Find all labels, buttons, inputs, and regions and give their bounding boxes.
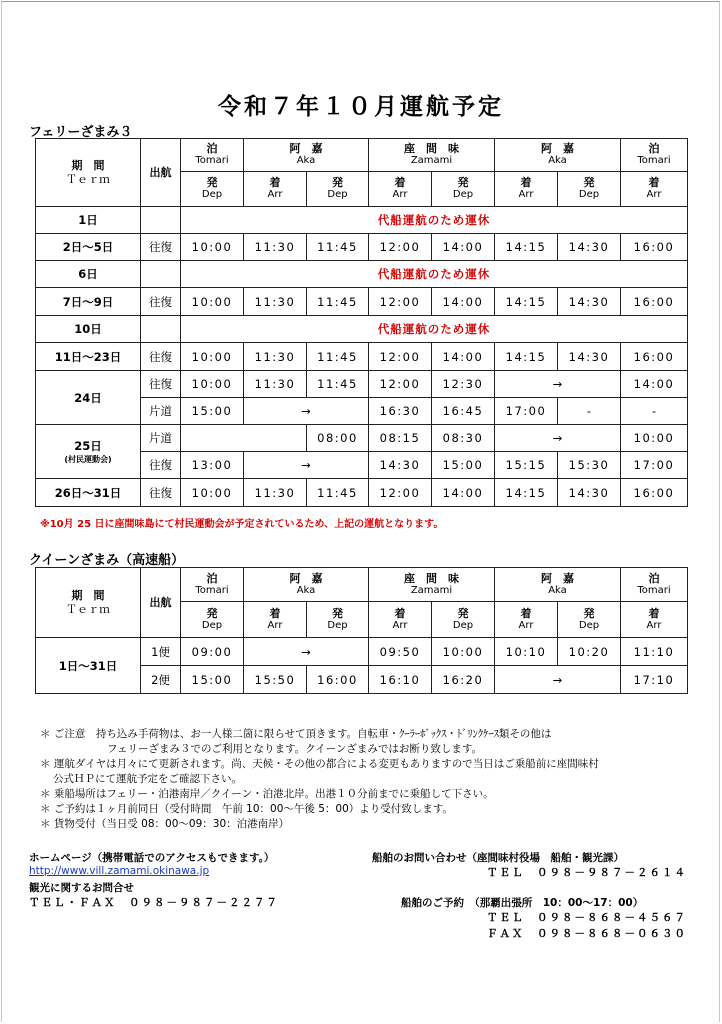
arrow-cell: → bbox=[495, 425, 621, 452]
arr-header: 着 Arr bbox=[369, 602, 432, 638]
time-cell: 17:00 bbox=[621, 452, 688, 479]
time-cell: 11:30 bbox=[244, 479, 307, 507]
arr-header: 着 Arr bbox=[495, 172, 558, 207]
tourism-label: 観光に関するお問合せ bbox=[29, 882, 134, 894]
suspend-notice: 代船運航のため運休 bbox=[181, 316, 688, 343]
dep-header: 発 Dep bbox=[558, 602, 621, 638]
time-cell: 11:45 bbox=[307, 371, 369, 398]
dep-header: 発 Dep bbox=[432, 172, 495, 207]
ship-inquiry-label: 船舶のお問い合わせ（座間味村役場 船舶・観光課） bbox=[372, 852, 624, 864]
shukko-cell: 片道 bbox=[141, 425, 181, 452]
empty-cell bbox=[181, 425, 307, 452]
dep-header: 発 Dep bbox=[432, 602, 495, 638]
table-row bbox=[36, 207, 688, 234]
aka-header-return: 阿 嘉 Aka bbox=[495, 139, 621, 172]
suspend-notice: 代船運航のため運休 bbox=[181, 207, 688, 234]
table-row bbox=[36, 288, 688, 316]
time-cell: 16:00 bbox=[307, 666, 369, 694]
time-cell: 09:00 bbox=[181, 638, 244, 666]
arr-header: 着 Arr bbox=[244, 602, 307, 638]
time-cell: 12:00 bbox=[369, 288, 432, 316]
note-item: ＊ 運航ダイヤは月々にて更新されます。尚、天候・その他の都合による変更もありますので当日はご乗船前に座間味村 bbox=[40, 758, 599, 770]
arrow-cell: → bbox=[495, 666, 621, 694]
arr-header: 着 Arr bbox=[621, 172, 688, 207]
time-cell: 11:45 bbox=[307, 234, 369, 261]
time-cell: 08:00 bbox=[307, 425, 369, 452]
time-cell: 14:15 bbox=[495, 288, 558, 316]
time-cell: 15:00 bbox=[181, 398, 244, 425]
shukko-cell bbox=[141, 261, 181, 288]
time-cell: 11:30 bbox=[244, 371, 307, 398]
zamami-header: 座 間 味 Zamami bbox=[369, 568, 495, 602]
ferry-note: ※10月 25 日に座間味島にて村民運動会が予定されているため、上記の運航となります。 bbox=[40, 519, 444, 530]
term-cell: 11日～23日 bbox=[36, 343, 141, 371]
time-cell: 11:30 bbox=[244, 234, 307, 261]
tourism-tel: ＴＥＬ・ＦＡＸ ０９８－９８７－２２７７ bbox=[29, 897, 279, 909]
term-cell: 26日～31日 bbox=[36, 479, 141, 507]
table-row bbox=[36, 638, 688, 666]
time-cell: 11:45 bbox=[307, 288, 369, 316]
homepage-link[interactable]: http://www.vill.zamami.okinawa.jp bbox=[29, 865, 210, 877]
time-cell: 12:00 bbox=[369, 234, 432, 261]
term-header: 期 間 Ｔｅｒｍ bbox=[36, 139, 141, 207]
time-cell: 08:15 bbox=[369, 425, 432, 452]
term-cell: 7日～9日 bbox=[36, 288, 141, 316]
zamami-header: 座 間 味 Zamami bbox=[369, 139, 495, 172]
time-cell: 11:10 bbox=[621, 638, 688, 666]
table-row bbox=[36, 234, 688, 261]
shukko-cell: 往復 bbox=[141, 479, 181, 507]
term-cell: 6日 bbox=[36, 261, 141, 288]
time-cell: 15:15 bbox=[495, 452, 558, 479]
time-cell: 15:00 bbox=[432, 452, 495, 479]
arrow-cell: → bbox=[244, 398, 369, 425]
shukko-cell: 片道 bbox=[141, 398, 181, 425]
time-cell: 16:45 bbox=[432, 398, 495, 425]
term-cell: 10日 bbox=[36, 316, 141, 343]
table-row bbox=[36, 425, 688, 452]
time-cell: 14:30 bbox=[558, 234, 621, 261]
bin-cell: 1便 bbox=[141, 638, 181, 666]
note-item: ＊ 乗船場所はフェリー・泊港南岸／クイーン・泊港北岸。出港１０分前までに乗船して下さい。 bbox=[40, 788, 494, 800]
tomari-header-return: 泊 Tomari bbox=[621, 139, 688, 172]
time-cell: 15:00 bbox=[181, 666, 244, 694]
arr-header: 着 Arr bbox=[369, 172, 432, 207]
time-cell: 17:00 bbox=[495, 398, 558, 425]
time-cell: 10:00 bbox=[181, 343, 244, 371]
arrow-cell: → bbox=[244, 452, 369, 479]
reservation-tel: ＴＥＬ ０９８－８６８－４５６７ bbox=[487, 912, 687, 924]
time-cell: 14:30 bbox=[558, 343, 621, 371]
aka-header-return: 阿 嘉 Aka bbox=[495, 568, 621, 602]
time-cell: 16:10 bbox=[369, 666, 432, 694]
time-cell: 12:00 bbox=[369, 479, 432, 507]
note-item: フェリーざまみ３でのご利用となります。クイーンざまみではお断り致します。 bbox=[107, 743, 483, 755]
note-item: ＊ ご注意 持ち込み手荷物は、お一人様二箇に限らせて頂きます。自転車・ｸｰﾗｰﾎﾞｯｸｽ・ﾄﾞﾘﾝｸｹｰｽ類その他は bbox=[40, 728, 552, 740]
term-cell: 24日 bbox=[36, 371, 141, 425]
dash-cell: - bbox=[558, 398, 621, 425]
table-row bbox=[36, 371, 688, 398]
time-cell: 11:45 bbox=[307, 479, 369, 507]
arrow-cell: → bbox=[495, 371, 621, 398]
aka-header: 阿 嘉 Aka bbox=[244, 139, 369, 172]
time-cell: 14:30 bbox=[558, 479, 621, 507]
time-cell: 10:00 bbox=[181, 234, 244, 261]
time-cell: 12:00 bbox=[369, 343, 432, 371]
arrow-cell: → bbox=[244, 638, 369, 666]
time-cell: 14:00 bbox=[621, 371, 688, 398]
term-cell: 1日 bbox=[36, 207, 141, 234]
table-row bbox=[36, 316, 688, 343]
time-cell: 12:30 bbox=[432, 371, 495, 398]
shukko-header: 出航 bbox=[141, 139, 181, 207]
time-cell: 16:20 bbox=[432, 666, 495, 694]
note-item: 公式ＨＰにて運航予定をご確認下さい。 bbox=[53, 773, 242, 785]
term-cell: 1日～31日 bbox=[36, 638, 141, 694]
ferry-timetable bbox=[35, 138, 688, 507]
ferry-section-title: フェリーざまみ３ bbox=[29, 125, 133, 140]
dep-header: 発 Dep bbox=[181, 602, 244, 638]
page-title: 令和７年１０月運航予定 bbox=[218, 94, 504, 120]
time-cell: 14:15 bbox=[495, 234, 558, 261]
time-cell: 16:30 bbox=[369, 398, 432, 425]
time-cell: 10:00 bbox=[432, 638, 495, 666]
shukko-cell: 往復 bbox=[141, 288, 181, 316]
time-cell: 17:10 bbox=[621, 666, 688, 694]
reservation-fax: ＦＡＸ ０９８－８６８－０６３０ bbox=[487, 928, 687, 940]
time-cell: 10:20 bbox=[558, 638, 621, 666]
time-cell: 11:45 bbox=[307, 343, 369, 371]
time-cell: 14:15 bbox=[495, 343, 558, 371]
dep-header: 発 Dep bbox=[181, 172, 244, 207]
note-item: ＊ ご予約は１ヶ月前同日（受付時間 午前 10：00～午後 5：00）より受付致します。 bbox=[40, 803, 453, 815]
tomari-header-return: 泊 Tomari bbox=[621, 568, 688, 602]
shukko-cell: 往復 bbox=[141, 452, 181, 479]
time-cell: 15:30 bbox=[558, 452, 621, 479]
note-item: ＊ 貨物受付（当日受 08：00～09：30：泊港南岸） bbox=[40, 818, 290, 830]
time-cell: 16:00 bbox=[621, 234, 688, 261]
shukko-cell: 往復 bbox=[141, 234, 181, 261]
time-cell: 11:30 bbox=[244, 288, 307, 316]
shukko-cell: 往復 bbox=[141, 343, 181, 371]
homepage-label: ホームページ（携帯電話でのアクセスもできます。） bbox=[29, 852, 275, 864]
time-cell: 12:00 bbox=[369, 371, 432, 398]
table-row bbox=[36, 479, 688, 507]
notes-block bbox=[40, 727, 599, 832]
dep-header: 発 Dep bbox=[307, 172, 369, 207]
time-cell: 10:00 bbox=[181, 479, 244, 507]
time-cell: 15:50 bbox=[244, 666, 307, 694]
time-cell: 16:00 bbox=[621, 343, 688, 371]
arr-header: 着 Arr bbox=[244, 172, 307, 207]
time-cell: 11:30 bbox=[244, 343, 307, 371]
shukko-header: 出航 bbox=[141, 568, 181, 638]
time-cell: 10:00 bbox=[181, 371, 244, 398]
shukko-cell bbox=[141, 316, 181, 343]
time-cell: 14:15 bbox=[495, 479, 558, 507]
queen-section-title: クイーンざまみ（高速船） bbox=[29, 553, 185, 568]
time-cell: 16:00 bbox=[621, 288, 688, 316]
dep-header: 発 Dep bbox=[307, 602, 369, 638]
arr-header: 着 Arr bbox=[495, 602, 558, 638]
time-cell: 14:00 bbox=[432, 288, 495, 316]
time-cell: 14:30 bbox=[558, 288, 621, 316]
term-cell: 25日 (村民運動会) bbox=[36, 425, 141, 479]
ship-inquiry-tel: ＴＥＬ ０９８－９８７－２６１４ bbox=[487, 867, 687, 879]
time-cell: 16:00 bbox=[621, 479, 688, 507]
tomari-header: 泊 Tomari bbox=[181, 568, 244, 602]
suspend-notice: 代船運航のため運休 bbox=[181, 261, 688, 288]
tomari-header: 泊 Tomari bbox=[181, 139, 244, 172]
reservation-label: 船舶のご予約 （那覇出張所 10：00～17：00） bbox=[401, 897, 644, 909]
arr-header: 着 Arr bbox=[621, 602, 688, 638]
time-cell: 08:30 bbox=[432, 425, 495, 452]
queen-timetable bbox=[35, 567, 688, 694]
term-cell: 2日～5日 bbox=[36, 234, 141, 261]
shukko-cell bbox=[141, 207, 181, 234]
bin-cell: 2便 bbox=[141, 666, 181, 694]
time-cell: 10:00 bbox=[181, 288, 244, 316]
time-cell: 10:10 bbox=[495, 638, 558, 666]
dep-header: 発 Dep bbox=[558, 172, 621, 207]
table-row bbox=[36, 261, 688, 288]
table-row bbox=[36, 343, 688, 371]
time-cell: 13:00 bbox=[181, 452, 244, 479]
time-cell: 14:00 bbox=[432, 234, 495, 261]
aka-header: 阿 嘉 Aka bbox=[244, 568, 369, 602]
time-cell: 14:00 bbox=[432, 479, 495, 507]
time-cell: 10:00 bbox=[621, 425, 688, 452]
shukko-cell: 往復 bbox=[141, 371, 181, 398]
term-header: 期 間 Ｔｅｒｍ bbox=[36, 568, 141, 638]
time-cell: 14:00 bbox=[432, 343, 495, 371]
time-cell: 09:50 bbox=[369, 638, 432, 666]
dash-cell: - bbox=[621, 398, 688, 425]
time-cell: 14:30 bbox=[369, 452, 432, 479]
